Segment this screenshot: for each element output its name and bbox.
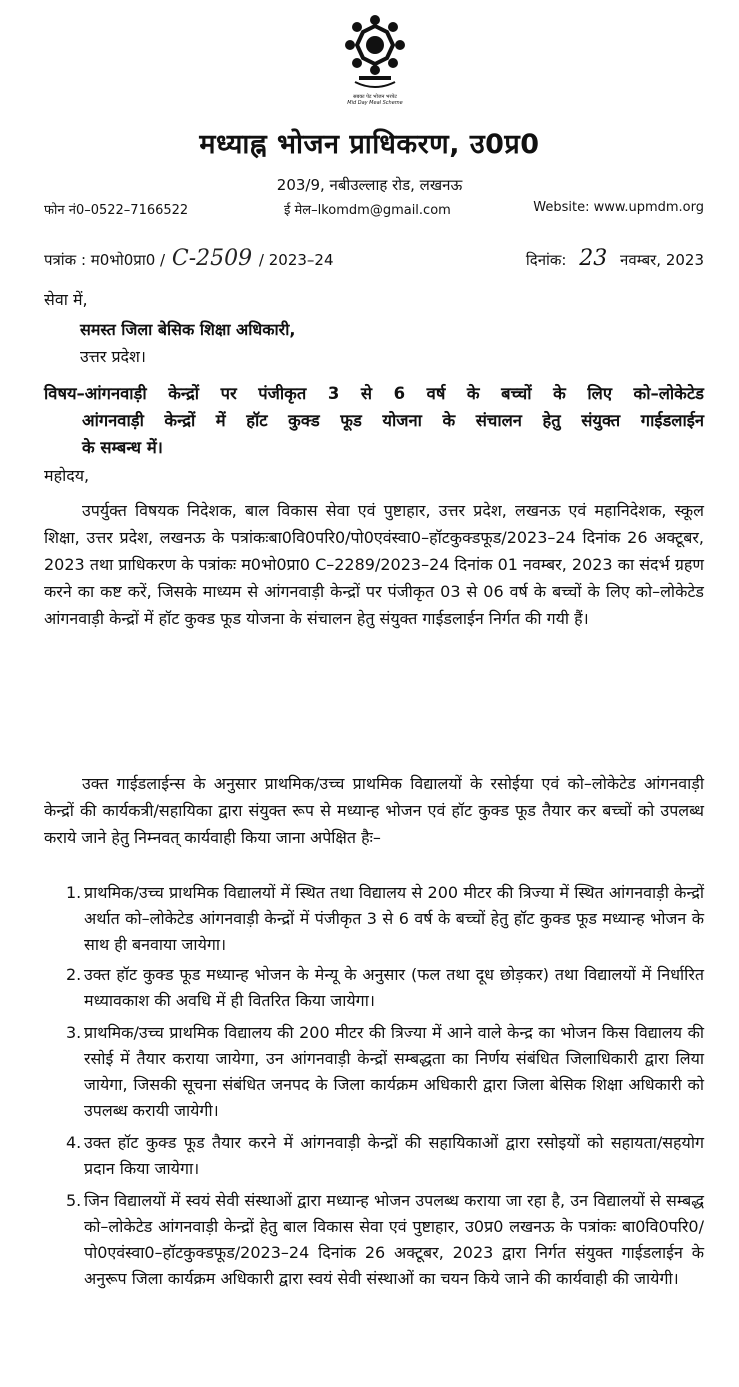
directive-list [44,880,704,1292]
address: 203/9, नबीउल्लाह रोड, लखनऊ [276,176,463,194]
list-item-text: जिन विद्यालयों में स्वयं सेवी संस्थाओं द्वारा मध्यान्ह भोजन उपलब्ध कराया जा रहा है, उन विद्यालयों से सम्बद्ध को–लोकेटेड आंगनवाड़ी केन्द्रों हेतु बाल विकास सेवा एवं पुष्टाहार, उ0प्र0 लखनऊ के पत्रांकः बा0वि0परि0/पो0एवंस्वा0–हॉटकुक्डफूड/2023–24 दिनांक 26 अक्टूबर, 2023 द्वारा निर्गत संयुक्त गाईडलाईन के अनुरूप जिला कार्यक्रम अधिकारी द्वारा स्वयं सेवी संस्थाओं का चयन किये जाने की कार्यवाही की जायेगी। [84,1191,704,1288]
letter-date [526,246,704,271]
list-item-text: प्राथमिक/उच्च प्राथमिक विद्यालय की 200 मीटर की त्रिज्या में आने वाले केन्द्र का भोजन किस विद्यालय की रसोई में तैयार कराया जायेगा, उन आंगनवाड़ी केन्द्रों सम्बद्धता का निर्णय संबंधित जिलाधिकारी द्वारा लिया जायेगा, जिसकी सूचना संबंधित जनपद के जिला कार्यक्रम अधिकारी द्वारा जिला बेसिक शिक्षा अधिकारी को उपलब्ध करायी जायेगी। [84,1023,704,1120]
subject-line2: आंगनवाड़ी केन्द्रों में हॉट कुक्ड फूड योजना के संचालन हेतु संयुक्त गाईडलाईन [82,411,704,430]
subject-line1: विषय–आंगनवाड़ी केन्द्रों पर पंजीकृत 3 से 6 वर्ष के बच्चों के लिए को–लोकेटेड [44,384,704,403]
list-item-number: 5. [66,1191,82,1210]
reference-row [44,244,704,274]
date-label: दिनांक: [525,251,567,269]
greeting: महोदय, [44,466,90,485]
list-item-number: 3. [66,1023,82,1042]
salutation: सेवा में, [44,290,88,309]
subject-line3: के सम्बन्ध में। [82,438,163,457]
ref-handwritten-number: C-2509 [171,246,253,271]
mdm-emblem-icon [337,10,413,94]
paragraph-2: उक्त गाईडलाईन्स के अनुसार प्राथमिक/उच्च प्राथमिक विद्यालयों के रसोईया एवं को–लोकेटेड आंगनवाड़ी केन्द्रों की कार्यकत्री/सहायिका द्वारा संयुक्त रूप से मध्यान्ह भोजन एवं हॉट कुक्ड फूड तैयार कर बच्चों को उपलब्ध कराये जाने हेतु निम्नवत् कार्यवाही किया जाना अपेक्षित हैः– [44,774,704,847]
ref-year: / 2023–24 [258,251,334,269]
paragraph-1: उपर्युक्त विषयक निदेशक, बाल विकास सेवा एवं पुष्टाहार, उत्तर प्रदेश, लखनऊ एवं महानिदेशक, स्कूल शिक्षा, उत्तर प्रदेश, लखनऊ के पत्रांकःबा0वि0परि0/पो0एवंस्वा0–हॉटकुक्डफूड/2023–24 दिनांक 26 अक्टूबर, 2023 तथा प्राधिकरण के पत्रांकः म0भो0प्रा0 C–2289/2023–24 दिनांक 01 नवम्बर, 2023 का संदर्भ ग्रहण करने का कष्ट करें, जिसके माध्यम से आंगनवाड़ी केन्द्रों पर पंजीकृत 03 से 06 वर्ष के बच्चों के लिए को–लोकेटेड आंगनवाड़ी केन्द्रों में हॉट कुक्ड फूड योजना के संचालन हेतु संयुक्त गाईडलाईन निर्गत की गयी हैं। [44,501,704,628]
phone-number: फोन नं0–0522–7166522 [44,203,189,218]
list-item-text: उक्त हॉट कुक्ड फूड तैयार करने में आंगनवाड़ी केन्द्रों की सहायिकाओं द्वारा रसोइयों को सहायता/सहयोग प्रदान किया जायेगा। [84,1133,704,1178]
list-item [44,1188,704,1292]
list-item [44,962,704,1014]
addressee-line2: उत्तर प्रदेश। [80,347,146,366]
subject [44,380,704,461]
list-item-number: 4. [66,1133,82,1152]
date-month-year: नवम्बर, 2023 [620,251,704,269]
email-address: ई मेल–lkomdm@gmail.com [284,203,451,218]
website: Website: www.upmdm.org [533,200,704,215]
logo-hindi-text: सबका पेट भोजन भरपेट [353,94,397,100]
list-item [44,1020,704,1124]
list-item-text: उक्त हॉट कुक्ड फूड मध्यान्ह भोजन के मेन्यू के अनुसार (फल तथा दूध छोड़कर) तथा विद्यालयों में निर्धारित मध्यावकाश की अवधि में ही वितरित किया जायेगा। [84,965,704,1010]
addressee-line1: समस्त जिला बेसिक शिक्षा अधिकारी, [80,320,296,339]
list-item [44,1130,704,1182]
ref-prefix: पत्रांक : म0भो0प्रा0 / [44,251,166,269]
list-item-text: प्राथमिक/उच्च प्राथमिक विद्यालयों में स्थित तथा विद्यालय से 200 मीटर की त्रिज्या में स्थित आंगनवाड़ी केन्द्रों अर्थात को–लोकेटेड आंगनवाड़ी केन्द्रों में पंजीकृत 3 से 6 वर्ष के बच्चों हेतु हॉट कुक्ड फूड मध्यान्ह भोजन के साथ ही बनवाया जायेगा। [84,883,704,954]
letter-number [44,246,334,271]
org-name: मध्याह्न भोजन प्राधिकरण, उ0प्र0 [199,129,540,160]
date-day: 23 [579,246,608,271]
list-item-number: 2. [66,965,82,984]
mdm-logo [330,10,420,120]
logo-english-text: Mid Day Meal Scheme [347,100,403,106]
contact-row [44,200,704,220]
list-item-number: 1. [66,883,82,902]
list-item [44,880,704,958]
